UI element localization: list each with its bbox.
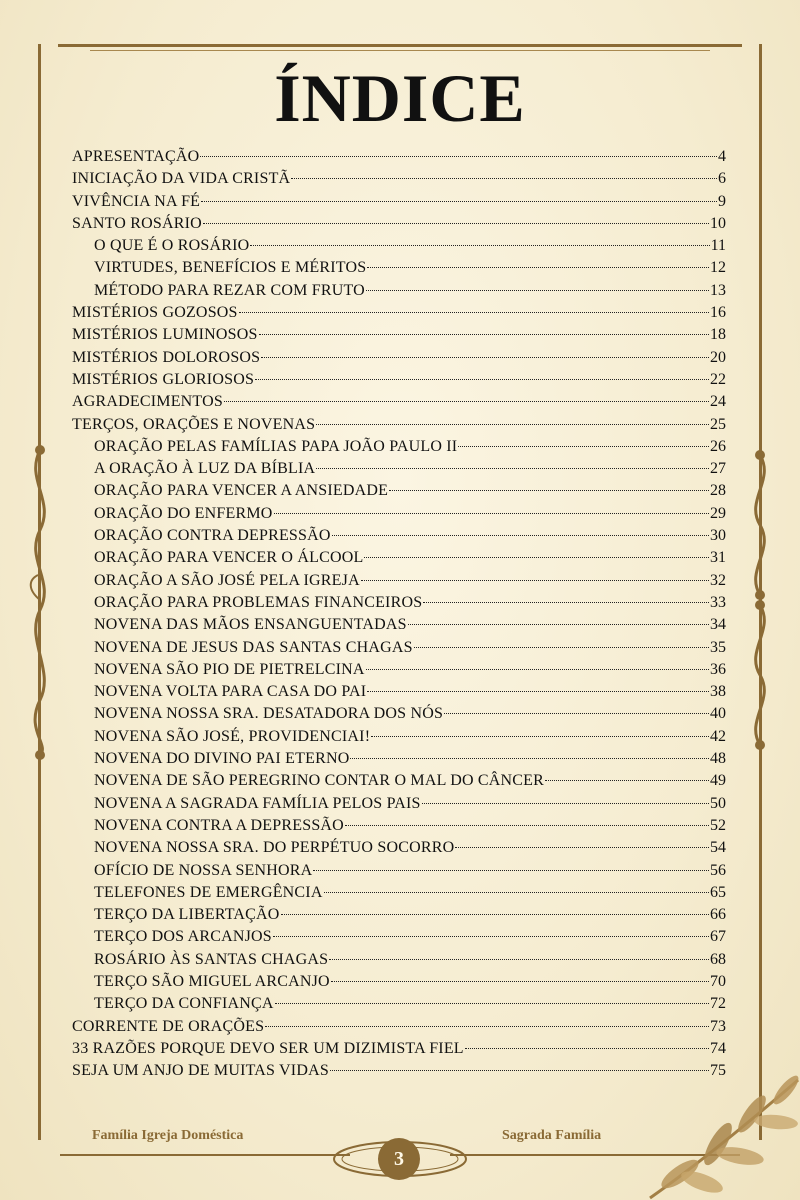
toc-entry-page: 27 [710, 460, 726, 478]
toc-dot-leader [389, 490, 709, 491]
toc-entry-page: 32 [710, 571, 726, 589]
olive-branch-decoration [640, 1070, 800, 1200]
toc-dot-leader [291, 178, 717, 179]
footer-left-rule [60, 1154, 350, 1156]
toc-dot-leader [331, 981, 709, 982]
toc-entry-page: 68 [710, 950, 726, 968]
toc-entry[interactable] [72, 436, 726, 458]
toc-entry-title: TELEFONES DE EMERGÊNCIA [94, 883, 323, 901]
toc-entry-title: SANTO ROSÁRIO [72, 214, 202, 232]
toc-entry[interactable] [72, 837, 726, 859]
toc-dot-leader [201, 201, 717, 202]
toc-entry-title: TERÇOS, ORAÇÕES E NOVENAS [72, 415, 316, 433]
toc-entry-page: 34 [710, 616, 726, 634]
toc-entry-title: APRESENTAÇÃO [72, 148, 200, 165]
toc-entry-page: 30 [710, 527, 726, 545]
toc-dot-leader [255, 379, 709, 380]
toc-entry-page: 31 [710, 549, 726, 567]
toc-entry[interactable] [72, 347, 726, 369]
toc-entry-page: 28 [710, 482, 726, 500]
toc-dot-leader [367, 691, 709, 692]
toc-entry-title: 33 RAZÕES PORQUE DEVO SER UM DIZIMISTA FIEL [72, 1039, 464, 1057]
toc-entry-title: INICIAÇÃO DA VIDA CRISTÃ [72, 170, 291, 188]
toc-entry[interactable] [72, 748, 726, 770]
toc-entry[interactable] [72, 503, 726, 525]
toc-entry[interactable] [72, 257, 726, 279]
toc-dot-leader [423, 602, 709, 603]
toc-entry-title: NOVENA NOSSA SRA. DO PERPÉTUO SOCORRO [94, 839, 455, 857]
toc-entry-title: TERÇO DA CONFIANÇA [94, 995, 274, 1013]
toc-entry[interactable] [72, 1038, 726, 1060]
toc-entry-page: 22 [710, 370, 726, 388]
toc-entry-title: AGRADECIMENTOS [72, 393, 223, 411]
footer-left-text: Família Igreja Doméstica [92, 1128, 244, 1143]
toc-entry-page: 11 [710, 237, 726, 255]
toc-entry-page: 49 [710, 772, 726, 790]
toc-dot-leader [458, 446, 709, 447]
toc-entry[interactable] [72, 458, 726, 480]
toc-dot-leader [414, 647, 709, 648]
toc-entry[interactable] [72, 302, 726, 324]
toc-entry[interactable] [72, 1060, 726, 1082]
toc-entry[interactable] [72, 793, 726, 815]
toc-dot-leader [250, 245, 709, 246]
toc-entry-title: SEJA UM ANJO DE MUITAS VIDAS [72, 1062, 329, 1080]
toc-entry-title: NOVENA VOLTA PARA CASA DO PAI [94, 683, 367, 701]
toc-dot-leader [332, 535, 709, 536]
toc-dot-leader [371, 736, 709, 737]
toc-entry-page: 29 [710, 504, 726, 522]
toc-dot-leader [316, 468, 709, 469]
toc-dot-leader [316, 424, 709, 425]
toc-entry[interactable] [72, 525, 726, 547]
toc-entry[interactable] [72, 1016, 726, 1038]
toc-entry-title: NOVENA DE JESUS DAS SANTAS CHAGAS [94, 638, 413, 656]
toc-entry-page: 38 [710, 683, 726, 701]
toc-entry-page: 18 [710, 326, 726, 344]
toc-entry[interactable] [72, 592, 726, 614]
toc-entry-title: ORAÇÃO A SÃO JOSÉ PELA IGREJA [94, 571, 360, 589]
toc-entry[interactable] [72, 324, 726, 346]
toc-entry[interactable] [72, 770, 726, 792]
toc-entry-page: 24 [710, 393, 726, 411]
toc-entry-title: ORAÇÃO PARA VENCER O ÁLCOOL [94, 549, 364, 567]
toc-dot-leader [273, 936, 709, 937]
toc-entry-page: 6 [718, 170, 726, 188]
toc-entry-page: 40 [710, 705, 726, 723]
toc-entry-title: NOVENA DAS MÃOS ENSANGUENTADAS [94, 616, 407, 634]
toc-dot-leader [224, 401, 709, 402]
toc-dot-leader [455, 847, 709, 848]
toc-entry[interactable] [72, 191, 726, 213]
toc-entry[interactable] [72, 168, 726, 190]
footer-right-text: Sagrada Família [502, 1128, 602, 1143]
toc-dot-leader [364, 557, 709, 558]
toc-dot-leader [281, 914, 709, 915]
toc-entry-title: VIRTUDES, BENEFÍCIOS E MÉRITOS [94, 259, 367, 277]
toc-entry[interactable] [72, 926, 726, 948]
toc-entry-title: A ORAÇÃO À LUZ DA BÍBLIA [94, 460, 316, 478]
toc-dot-leader [345, 825, 709, 826]
toc-dot-leader [324, 892, 709, 893]
toc-dot-leader [361, 580, 709, 581]
right-flourish-ornament-top [740, 450, 780, 600]
toc-entry-page: 12 [710, 259, 726, 277]
toc-dot-leader [313, 870, 709, 871]
toc-entry[interactable] [72, 860, 726, 882]
toc-dot-leader [261, 357, 709, 358]
toc-entry[interactable] [72, 703, 726, 725]
toc-entry-page: 36 [710, 660, 726, 678]
toc-entry-title: NOVENA A SAGRADA FAMÍLIA PELOS PAIS [94, 794, 421, 812]
toc-dot-leader [366, 290, 709, 291]
toc-dot-leader [465, 1048, 709, 1049]
toc-entry-title: NOVENA DO DIVINO PAI ETERNO [94, 750, 350, 768]
toc-dot-leader [422, 803, 709, 804]
toc-entry-title: MISTÉRIOS LUMINOSOS [72, 326, 258, 344]
toc-entry[interactable] [72, 681, 726, 703]
toc-entry-page: 70 [710, 972, 726, 990]
toc-entry-page: 74 [710, 1039, 726, 1057]
toc-entry[interactable] [72, 213, 726, 235]
page-title: ÍNDICE [274, 60, 526, 136]
toc-entry[interactable] [72, 480, 726, 502]
toc-entry-title: ORAÇÃO CONTRA DEPRESSÃO [94, 527, 331, 545]
toc-entry[interactable] [72, 280, 726, 302]
toc-entry-title: NOVENA DE SÃO PEREGRINO CONTAR O MAL DO CÂNCER [94, 772, 545, 790]
toc-entry-page: 72 [710, 995, 726, 1013]
toc-entry[interactable] [72, 369, 726, 391]
toc-entry[interactable] [72, 391, 726, 413]
toc-entry-page: 56 [710, 861, 726, 879]
toc-entry-title: ROSÁRIO ÀS SANTAS CHAGAS [94, 950, 329, 968]
toc-entry-page: 26 [710, 437, 726, 455]
toc-entry-title: ORAÇÃO DO ENFERMO [94, 504, 273, 522]
toc-entry-page: 35 [710, 638, 726, 656]
page-number: 3 [378, 1138, 420, 1180]
toc-entry[interactable] [72, 659, 726, 681]
toc-dot-leader [366, 669, 709, 670]
toc-entry-title: O QUE É O ROSÁRIO [94, 237, 250, 255]
toc-entry[interactable] [72, 993, 726, 1015]
toc-entry-title: TERÇO SÃO MIGUEL ARCANJO [94, 972, 330, 990]
toc-dot-leader [444, 713, 709, 714]
toc-dot-leader [275, 1003, 709, 1004]
toc-entry-page: 67 [710, 928, 726, 946]
toc-entry-page: 54 [710, 839, 726, 857]
toc-dot-leader [259, 334, 709, 335]
toc-dot-leader [545, 780, 709, 781]
toc-entry-title: TERÇO DA LIBERTAÇÃO [94, 906, 280, 924]
toc-entry[interactable] [72, 547, 726, 569]
toc-entry[interactable] [72, 726, 726, 748]
toc-entry-page: 48 [710, 750, 726, 768]
toc-entry-page: 4 [718, 148, 726, 165]
toc-entry-title: ORAÇÃO PARA VENCER A ANSIEDADE [94, 482, 389, 500]
toc-entry-page: 20 [710, 348, 726, 366]
toc-dot-leader [239, 312, 709, 313]
toc-dot-leader [274, 513, 709, 514]
frame-top-border [58, 44, 742, 47]
toc-dot-leader [200, 156, 717, 157]
table-of-contents [72, 146, 726, 1082]
toc-entry-page: 66 [710, 906, 726, 924]
toc-dot-leader [408, 624, 709, 625]
toc-entry-title: NOVENA NOSSA SRA. DESATADORA DOS NÓS [94, 705, 444, 723]
toc-entry[interactable] [72, 882, 726, 904]
frame-top-inner-border [90, 50, 710, 51]
toc-entry-page: 16 [710, 304, 726, 322]
toc-entry-page: 13 [710, 281, 726, 299]
toc-entry-page: 9 [718, 192, 726, 210]
toc-entry[interactable] [72, 235, 726, 257]
toc-entry[interactable] [72, 815, 726, 837]
toc-entry[interactable] [72, 971, 726, 993]
toc-entry-title: MISTÉRIOS GOZOSOS [72, 304, 238, 322]
toc-entry-title: TERÇO DOS ARCANJOS [94, 928, 272, 946]
toc-dot-leader [367, 267, 709, 268]
toc-entry-title: MÉTODO PARA REZAR COM FRUTO [94, 281, 365, 299]
toc-dot-leader [350, 758, 709, 759]
toc-entry-title: NOVENA SÃO PIO DE PIETRELCINA [94, 660, 365, 678]
toc-entry-title: VIVÊNCIA NA FÉ [72, 192, 201, 210]
toc-entry-page: 65 [710, 883, 726, 901]
toc-entry-title: NOVENA SÃO JOSÉ, PROVIDENCIAI! [94, 727, 371, 745]
toc-entry-title: CORRENTE DE ORAÇÕES [72, 1017, 265, 1035]
left-flourish-ornament [20, 440, 60, 760]
toc-entry[interactable] [72, 570, 726, 592]
toc-entry[interactable] [72, 414, 726, 436]
toc-entry[interactable] [72, 146, 726, 168]
toc-entry-page: 75 [710, 1062, 726, 1080]
toc-entry-page: 25 [710, 415, 726, 433]
toc-entry-page: 50 [710, 794, 726, 812]
toc-dot-leader [329, 959, 709, 960]
toc-entry-title: MISTÉRIOS DOLOROSOS [72, 348, 261, 366]
right-flourish-ornament-bottom [740, 600, 780, 750]
toc-entry-page: 73 [710, 1017, 726, 1035]
toc-entry-title: MISTÉRIOS GLORIOSOS [72, 370, 255, 388]
toc-entry-title: ORAÇÃO PELAS FAMÍLIAS PAPA JOÃO PAULO II [94, 437, 458, 455]
toc-entry-title: NOVENA CONTRA A DEPRESSÃO [94, 816, 344, 834]
toc-entry-title: OFÍCIO DE NOSSA SENHORA [94, 861, 313, 879]
toc-dot-leader [265, 1026, 709, 1027]
toc-entry-page: 42 [710, 727, 726, 745]
toc-entry-title: ORAÇÃO PARA PROBLEMAS FINANCEIROS [94, 593, 423, 611]
toc-entry[interactable] [72, 949, 726, 971]
toc-entry-page: 10 [710, 214, 726, 232]
toc-dot-leader [203, 223, 709, 224]
toc-entry[interactable] [72, 614, 726, 636]
toc-entry-page: 52 [710, 816, 726, 834]
toc-entry-page: 33 [710, 593, 726, 611]
toc-entry[interactable] [72, 904, 726, 926]
toc-entry[interactable] [72, 637, 726, 659]
